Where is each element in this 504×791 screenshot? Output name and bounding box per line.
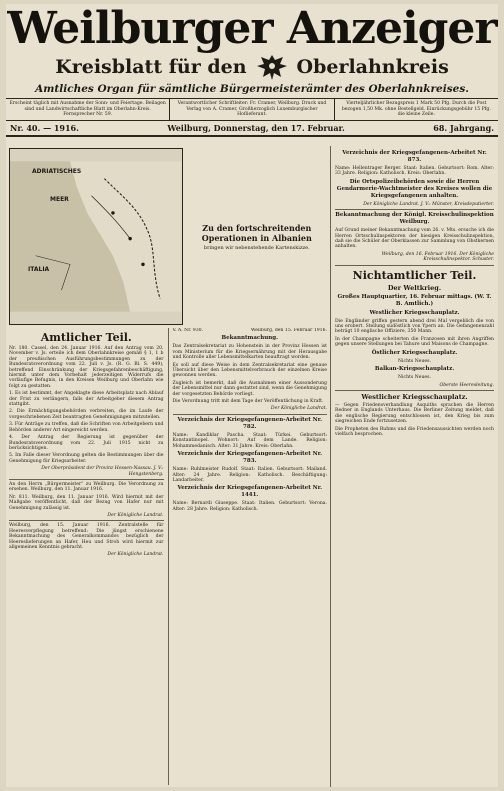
divider — [173, 414, 328, 415]
list-entry-2: Name: Ruhlmeister Rudolf. Staat: Italien. Geburtsort: Mailand. Alter: 24 Jahre. Religion: Katholisch. Beschäftigung: Landarbeiter. — [172, 467, 327, 483]
map-label-meer: MEER — [50, 196, 69, 203]
amtlich-p1: Nr. 180. Cassel, den 24. Januar 1916. Auf den Antrag vom 20. November v. Js. erteile ich dem Oberlahnkreise gemäß § 1, 1 b der preußischen Ausführungsbestimmungen zu der Bundesratsverordnung vom 22. Juli v. Js. (R. G. Bl. S. 449), betreffend Einschränkung der Kriegsgefahrenbeschäftigung, hiermit unter dem Vorbehalt jederzeitigen Widerrufs die vorläufige Befugnis, in den Kreisen Weilburg und Oberlahn wie folgt zu gestatten. — [9, 346, 164, 389]
amtlich-p3: 2. Die Ermächtigungsbehörden verbreiten, die im Laufe der vorgeschriebenen Zeit beantragten Genehmigungen mitzuteilen. — [9, 409, 164, 420]
amtlicher-teil-heading: Amtlicher Teil. — [40, 331, 132, 344]
eagle-crest-icon — [255, 52, 289, 82]
center-p3: Zugleich ist bemerkt, daß die Ausnahmen einer Aussonderung der Lebensmittel nur dann gestattet sind, wenn die Genehmigung der vorgesetzten Behörde vorliegt. — [172, 380, 327, 397]
balkan-heading: Balkan-Kriegsschauplatz. — [374, 366, 455, 373]
right-column — [330, 146, 498, 787]
right-p1: Auf Grund meiner Bekanntmachung vom 26. v. Mts. ersuche ich die Herren Ortsschulinspektoren der hiesigen Kreisschulinspektion, daß sie die Schüler der Oberklassen zur Sammlung von Obstkernen anhalten. — [335, 228, 494, 250]
center-heading: Bekanntmachung. — [221, 335, 279, 342]
weltkrieg-heading: Der Weltkrieg. — [387, 283, 442, 292]
ohl-sig: Oberste Heeresleitung. — [439, 382, 494, 388]
prophet-text: Die Propheten des Ruhms und die Friedensaussichten werden noch vielfach besprochen. — [335, 426, 494, 437]
center-ref: V. A. Nr. 930. — [172, 328, 204, 333]
newspaper-title: Weilburger Anzeiger — [7, 4, 497, 54]
divider — [335, 265, 494, 266]
dateline — [6, 121, 498, 137]
map-drawing — [10, 149, 182, 324]
right-sig2: Weilburg, den 16. Februar 1916. Der Königliche Kreisschulinspektor. Schuster. — [381, 251, 494, 263]
amtlich-sig2: Der Königliche Landrat. — [107, 512, 164, 518]
columns — [6, 146, 498, 787]
amtlich-p9: Weilburg, den 15. Januar 1916. Zentralstelle für Heeresverpflegung betreffend: Die jüngst erschienene Bekanntmachung des Generalkommandos bezüglich der Heereslieferungen an Hafer, Heu und Stroh wird hiermit zur allgemeinen Kenntnis gebracht. — [9, 523, 164, 550]
newspaper-page — [6, 4, 498, 787]
center-p4: Die Verordnung tritt mit dem Tage der Veröffentlichung in Kraft. — [172, 399, 324, 405]
right-list-entry: Name: Hellentrager Berger. Staat: Italien. Geburtsort: Rom. Alter: 33 Jahre. Religion: Katholisch. Kreis: Oberlahn. — [335, 166, 494, 177]
divider — [335, 209, 494, 210]
amtlich-p8: Nr. 811. Weilburg, den 11. Januar 1916. Wird hiermit mit der Maßgabe veröffentlicht, daß der Bezug von Hafer nur mit Genehmigung zulässig ist. — [9, 494, 164, 511]
west-heading: Westlicher Kriegsschauplatz. — [369, 309, 460, 316]
issue-number: Nr. 40. — 1916. — [10, 122, 79, 133]
center-sig1: Der Königliche Landrat. — [270, 406, 327, 412]
list-entry-1: Name: Kandiklar Pascha. Staat: Türkei. Geburtsort: Konstantinopel. Wohnort: Auf dem Lande. Religion: Mohammedanisch. Alter: 31 Jahre. Kreis: Oberlahn. — [172, 432, 327, 449]
west2-text: — Gegen Friedensverhandlung Asquiths sprachen die Herren Redner in Englands Unterhaus. Die Berliner Zeitung meldet, daß die englische Regierung entschlossen ist, den Krieg bis zum siegreichen Ende fortzusetzen. — [335, 402, 494, 425]
list-heading-1: Verzeichnis der Kriegsgefangenen-Arbeitet Nr. 782. — [177, 416, 322, 430]
info-center: Verantwortlicher Schriftleiter: Fr. Cramer, Weilburg. Druck und Verlag von A. Cramer, Großherzoglich Luxemburgischer Hoflieferant. — [169, 99, 333, 120]
amtlich-sig1: Der Oberpräsident der Provinz Hessen-Nassau. J. V.: Hengstenberg. — [41, 466, 164, 477]
amtlich-sig3: Der Königliche Landrat. — [107, 552, 164, 558]
hauptquartier-line: Großes Hauptquartier, 16. Februar mittags. (W. T. B. Amtlich.) — [337, 293, 492, 307]
list-entry-3: Name: Bernardi Giuseppe. Staat: Italien. Geburtsort: Verona. Alter: 28 Jahre. Religion: Katholisch. — [172, 501, 327, 512]
center-column — [168, 328, 328, 785]
divider — [335, 390, 494, 391]
right-notice: Die Ortspolizeibehörden sowie die Herren Gendarmerie-Wachtmeister des Kreises wollen die Kriegsgefangenen anhalten. — [336, 178, 493, 199]
masthead — [6, 6, 498, 137]
amtlich-p5: 4. Der Antrag der Regierung ist gegenüber der Bundesratsverordnung vom 22. Juli 1915 nicht zu berücksichtigen. — [9, 435, 164, 451]
year-volume: 68. Jahrgang. — [433, 122, 494, 133]
place-date: Weilburg, Donnerstag, den 17. Februar. — [167, 122, 345, 133]
subtitle-right: Oberlahnkreis — [296, 56, 449, 78]
west2-heading: Westlicher Kriegsschauplatz. — [361, 392, 468, 401]
info-right: Vierteljährlicher Bezugspreis 1 Mark 50 Pfg. Durch die Post bezogen 1,50 Mk. ohne Bestellgeld. Einrückungsgebühr 15 Pfg. die kleine Zeile. — [334, 99, 498, 120]
east-heading: Östlicher Kriegsschauplatz. — [371, 349, 458, 356]
nichtamtlicher-teil-heading: Nichtamtlicher Teil. — [352, 268, 477, 282]
subtitle-left: Kreisblatt für den — [55, 56, 247, 78]
albania-map — [9, 148, 183, 325]
list-heading-3: Verzeichnis der Kriegsgefangenen-Arbeitet Nr. 1441. — [177, 485, 322, 499]
center-date: Weilburg, den 15. Februar 1916. — [250, 328, 327, 333]
subtitle-row — [6, 52, 498, 82]
divider — [9, 479, 164, 480]
champagne-text: In der Champagne scheiterten die Franzosen mit ihren Angriffen gegen unsere Stellungen bei Tahure und Maisons de Champagne. — [335, 336, 494, 348]
amtlicher-teil — [9, 328, 164, 785]
divider — [9, 520, 164, 521]
balkan-text: Nichts Neues. — [398, 375, 431, 381]
amtlich-p6: 5. Im Falle dieser Verordnung gelten die Bestimmungen über die Genehmigung für Kriegsarbeiter. — [9, 453, 164, 464]
right-notice2: Bekanntmachung der Königl. Kreisschulinspektion Weilburg. — [335, 212, 494, 226]
info-left: Erscheint täglich mit Ausnahme der Sonn- und Feiertage. Beilagen sind und Landwirtschaftliche Blatt im Oberlahn-Kreis. Fernsprecher Nr. 59. — [9, 101, 166, 118]
map-caption-box — [187, 148, 327, 328]
right-sig1: Der Königliche Landrat. J. V.: Münster, Kreisdeputierter. — [363, 201, 494, 207]
center-p1: Das Zentralsekretariat zu Hohenstein in der Provinz Hessen ist vom Ministerium für die Kriegsernährung mit der Herausgabe und Kontrolle aller Lebensmittelkarten beauftragt worden. — [172, 344, 327, 361]
amtlich-p2: 1. Es ist bestimmt, der Angeklagte diese Arbeitsplatz nach Ablauf der Frist zu verlängern, falls der Arbeitgeber diesem Antrag stattgibt. — [9, 391, 164, 408]
map-label-adriatic: ADRIATISCHES — [32, 168, 82, 175]
left-area — [6, 146, 330, 787]
center-p2: Es soll auf diese Weise in dem Zentralsekretariat eine genaue Übersicht über den Lebensmittelverbrauch der einzelnen Kreise gewonnen werden. — [172, 362, 327, 379]
right-list-heading: Verzeichnis der Kriegsgefangenen-Arbeitet Nr. 873. — [342, 150, 487, 163]
list-heading-2: Verzeichnis der Kriegsgefangenen-Arbeitet Nr. 783. — [177, 451, 322, 465]
map-caption-title: Zu den fortschreitenden Operationen in Albanien — [201, 223, 312, 243]
map-caption — [187, 223, 327, 253]
map-label-italia: ITALIA — [28, 266, 50, 273]
east-text: Nichts Neues. — [398, 358, 431, 364]
map-caption-sub: bringen wir nebenstehende Kartenskizze. — [203, 245, 310, 251]
amtlich-p7: An den Herrn „Bürgermeister“ zu Weilburg. Die Verordnung zu ersehen. Weilburg, den 11. Januar 1916. — [9, 481, 164, 493]
center-ref-line — [173, 328, 328, 333]
info-bar — [6, 98, 498, 121]
tagline: Amtliches Organ für sämtliche Bürgermeisterämter des Oberlahnkreises. — [35, 83, 469, 95]
amtlich-p4: 3. Für Anträge zu treffen, daß die Schriften von Arbeitgebern und Behörden anderer Art eingereicht werden. — [9, 422, 164, 433]
west-text: Die Engländer griffen gestern abend drei Mal vergeblich die von uns erobert. Stellung südöstlich von Ypern an. Die Gefangenenzahl beträgt 10 englische Offiziere, 350 Mann. — [335, 318, 494, 335]
